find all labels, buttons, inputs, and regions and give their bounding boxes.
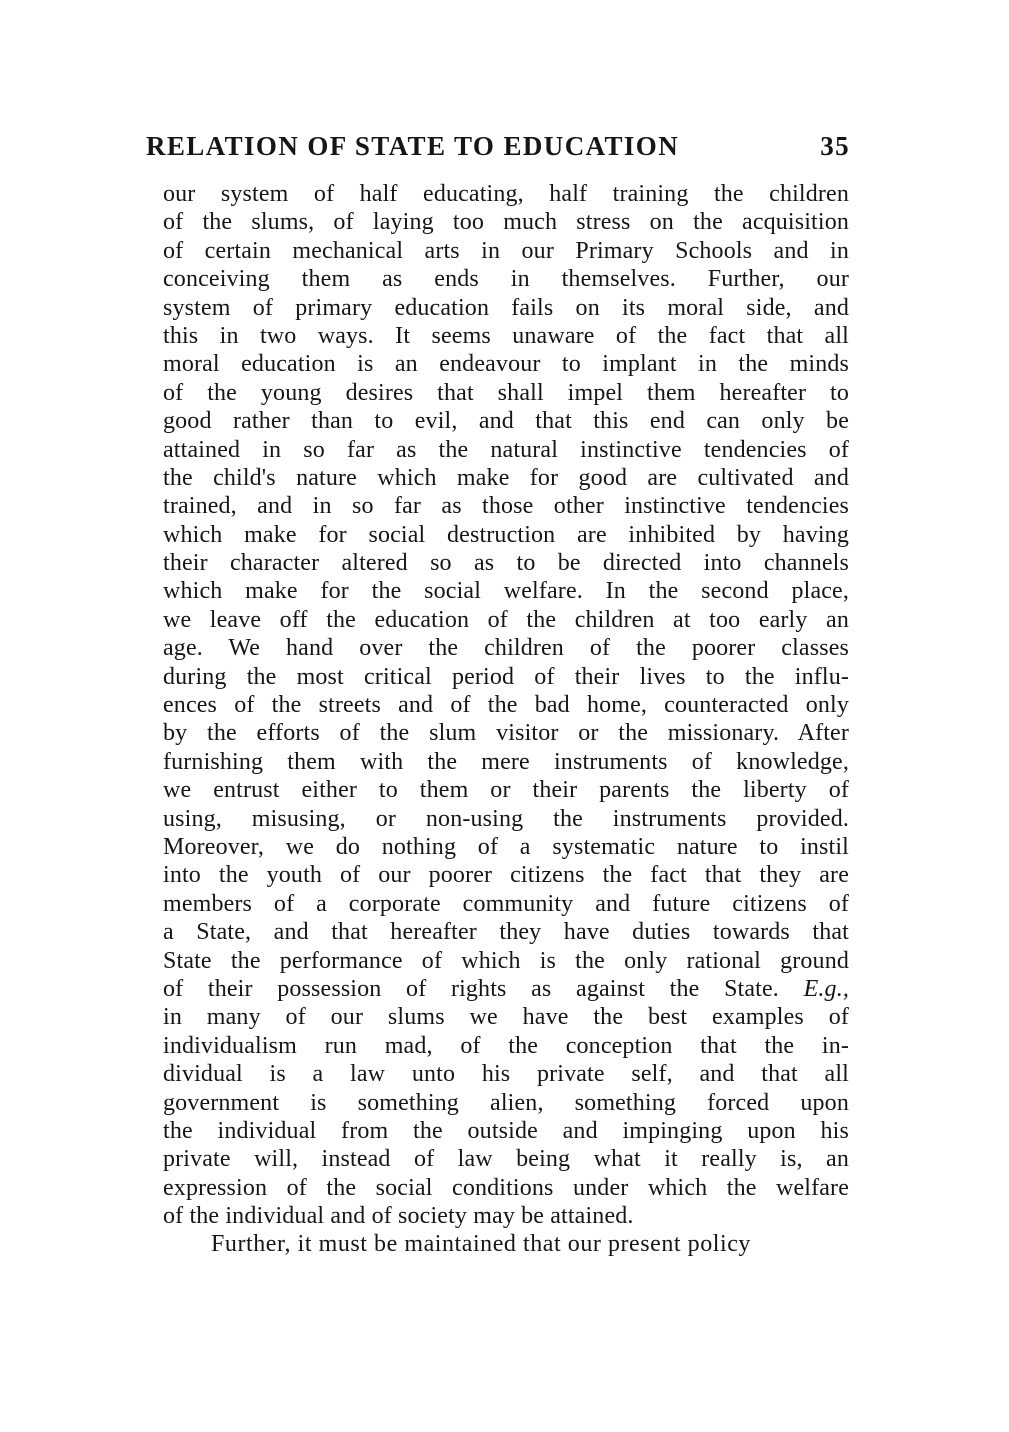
text-line: this in two ways. It seems unaware of the fact that all bbox=[163, 322, 849, 349]
text-line: Moreover, we do nothing of a systematic nature to instil bbox=[163, 833, 849, 860]
text-line: moral education is an endeavour to implant in the minds bbox=[163, 351, 849, 378]
text-line: State the performance of which is the only rational ground bbox=[163, 947, 849, 974]
text-line: during the most critical period of their lives to the influ- bbox=[163, 663, 849, 690]
text-line: the child's nature which make for good are cultivated and bbox=[163, 464, 849, 491]
text-line: individualism run mad, of the conception that the in- bbox=[163, 1032, 849, 1059]
text-line: in many of our slums we have the best examples of bbox=[163, 1004, 849, 1031]
text-line: their character altered so as to be directed into channels bbox=[163, 550, 849, 577]
text-segment: of their possession of rights as against the State. bbox=[163, 975, 779, 1002]
text-line: by the efforts of the slum visitor or the missionary. After bbox=[163, 720, 849, 747]
text-line: into the youth of our poorer citizens the fact that they are bbox=[163, 862, 849, 889]
running-header bbox=[146, 128, 850, 164]
text-line: good rather than to evil, and that this end can only be bbox=[163, 408, 849, 435]
italic-abbreviation: E.g., bbox=[803, 975, 849, 1002]
text-line: using, misusing, or non-using the instruments provided. bbox=[163, 805, 849, 832]
text-line: dividual is a law unto his private self, and that all bbox=[163, 1061, 849, 1088]
paragraph-last-line: of the individual and of society may be attained. bbox=[163, 1203, 634, 1230]
text-line: of the young desires that shall impel them hereafter to bbox=[163, 379, 849, 406]
text-line: we leave off the education of the children at too early an bbox=[163, 606, 849, 633]
text-line: the individual from the outside and impinging upon his bbox=[163, 1117, 849, 1144]
text-line: which make for the social welfare. In the second place, bbox=[163, 578, 849, 605]
text-line: age. We hand over the children of the poorer classes bbox=[163, 635, 849, 662]
text-line: a State, and that hereafter they have duties towards that bbox=[163, 919, 849, 946]
text-line: government is something alien, something forced upon bbox=[163, 1089, 849, 1116]
text-line: of certain mechanical arts in our Primary Schools and in bbox=[163, 237, 849, 264]
text-line: private will, instead of law being what it really is, an bbox=[163, 1146, 849, 1173]
text-line: furnishing them with the mere instruments of knowledge, bbox=[163, 748, 849, 775]
page-number: 35 bbox=[820, 131, 850, 161]
text-line: attained in so far as the natural instinctive tendencies of bbox=[163, 436, 849, 463]
text-line: ences of the streets and of the bad home, counteracted only bbox=[163, 692, 849, 719]
body-text bbox=[163, 180, 849, 1259]
text-line: system of primary education fails on its moral side, and bbox=[163, 294, 849, 321]
text-line: expression of the social conditions under which the welfare bbox=[163, 1174, 849, 1201]
chapter-title: RELATION OF STATE TO EDUCATION bbox=[146, 131, 680, 161]
text-line: conceiving them as ends in themselves. Further, our bbox=[163, 266, 849, 293]
text-line: we entrust either to them or their parents the liberty of bbox=[163, 777, 849, 804]
text-line: trained, and in so far as those other instinctive tendencies bbox=[163, 493, 849, 520]
text-line: members of a corporate community and future citizens of bbox=[163, 890, 849, 917]
text-line: of the slums, of laying too much stress on the acquisition bbox=[163, 209, 849, 236]
text-line bbox=[163, 975, 849, 1003]
paragraph-first-line: Further, it must be maintained that our present policy bbox=[211, 1231, 751, 1258]
text-line: which make for social destruction are inhibited by having bbox=[163, 521, 849, 548]
text-line: our system of half educating, half training the children bbox=[163, 181, 849, 207]
